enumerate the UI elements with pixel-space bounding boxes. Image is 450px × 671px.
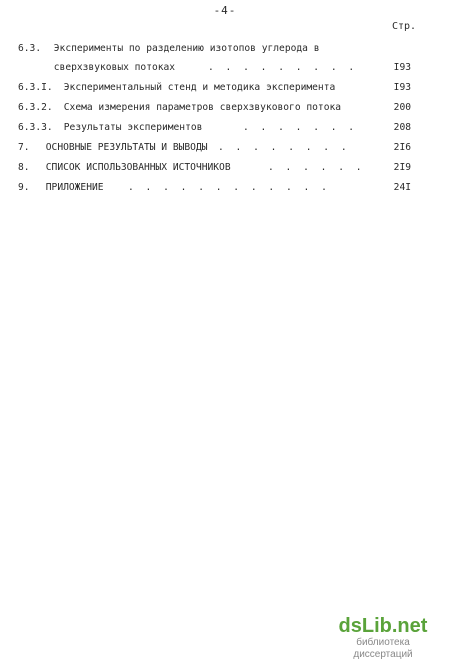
dslib-watermark: [328, 615, 438, 661]
toc-leader-dots: . . . . . . . . .: [208, 62, 358, 73]
toc-entry-title: ПРИЛОЖЕНИЕ: [45, 182, 104, 193]
toc-entry-page: I93: [393, 82, 411, 93]
dslib-logo: dsLib.net: [338, 615, 428, 637]
toc-entry-page: 24I: [393, 182, 411, 193]
toc-entry-8: [18, 161, 423, 175]
toc-entry-number: 9.: [18, 182, 30, 193]
toc-entry-page: 2I9: [393, 162, 411, 173]
toc-entry-title: Экспериментальный стенд и методика эксперимента: [63, 82, 336, 93]
toc-entry-title: ОСНОВНЫЕ РЕЗУЛЬТАТЫ И ВЫВОДЫ: [45, 142, 208, 153]
toc-entry-6-3-2: [18, 101, 423, 115]
toc-entry-9: [18, 181, 423, 195]
toc-entry-title: Схема измерения параметров сверхзвукового потока: [63, 102, 342, 113]
toc-entry-page: I93: [393, 62, 411, 73]
page-column-header: Стр.: [392, 21, 417, 32]
toc-entry-7: [18, 141, 423, 155]
toc-entry-title: Результаты экспериментов: [63, 122, 203, 133]
toc-entry-page: 2I6: [393, 142, 411, 153]
page-number: -4-: [213, 4, 237, 17]
toc-entry-6-3-3: [18, 121, 423, 135]
toc-entry-number: 6.3.: [18, 43, 42, 54]
toc-leader-dots: . . . . . . .: [243, 122, 358, 133]
dslib-caption: библиотека диссертаций: [353, 637, 413, 660]
toc-entry-title: сверхзвуковых потоках: [53, 62, 176, 73]
toc-entry-number: 6.3.3.: [18, 122, 53, 133]
toc-entry-title: Эксперименты по разделению изотопов углерода в: [53, 43, 320, 54]
toc-entry-page: 200: [393, 102, 411, 113]
toc-entry-number: 8.: [18, 162, 30, 173]
toc-entry-6-3-continued: [18, 61, 423, 75]
toc-entry-number: 6.3.2.: [18, 102, 53, 113]
toc-entry-number: 6.3.I.: [18, 82, 53, 93]
toc-entry-6-3: [18, 42, 423, 56]
toc-entry-title: СПИСОК ИСПОЛЬЗОВАННЫХ ИСТОЧНИКОВ: [45, 162, 231, 173]
toc-leader-dots: . . . . . .: [268, 162, 365, 173]
toc-leader-dots: . . . . . . . .: [218, 142, 350, 153]
toc-entry-number: 7.: [18, 142, 30, 153]
toc-entry-page: 208: [393, 122, 411, 133]
toc-leader-dots: . . . . . . . . . . . .: [128, 182, 330, 193]
toc-entry-6-3-1: [18, 81, 423, 95]
